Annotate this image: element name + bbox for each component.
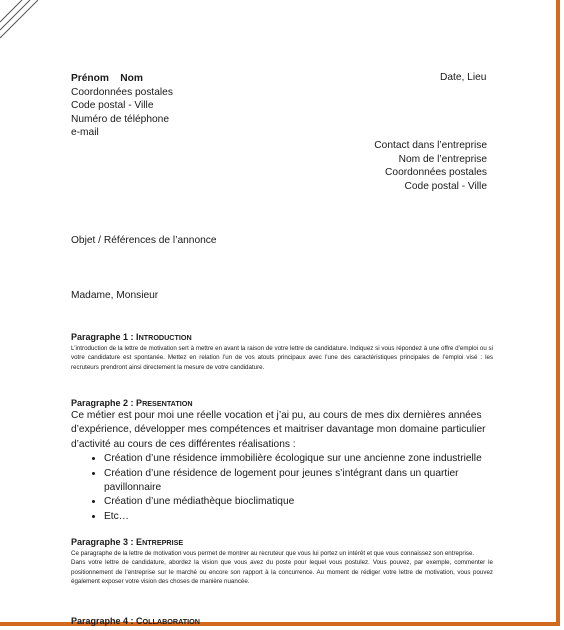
recipient-contact: Contact dans l’entreprise [374,140,487,151]
sender-last-name: Nom [120,73,143,84]
salutation: Madame, Monsieur [71,290,159,301]
sender-address: Coordonnées postales [71,86,173,98]
paragraph-2-label: Paragraphe 2 : [71,398,134,408]
corner-decoration-icon [0,0,60,60]
paragraph-3-heading: NTREPRISE [142,538,184,547]
paragraph-2-intro: Ce métier est pour moi une réelle vocation et j’ai pu, au cours de mes dix dernières années d’expérience, développer mes compétences et maitriser davantage mon domaine particulier d’activité au cours de ces différentes réalisations : [71,410,486,450]
list-item: • Création d’une résidence de logement pour jeunes s’intégrant dans un quartier pavillonnaire [104,467,494,496]
paragraph-3-title [71,537,183,547]
paragraph-3-label: Paragraphe 3 : [71,537,134,547]
paragraph-2-heading: RESENTATION [142,399,193,408]
sender-first-name: Prénom [71,73,109,84]
paragraph-4-label: Paragraphe 4 : [71,616,134,626]
paragraph-2-body [71,409,511,524]
sender-name [71,72,173,86]
paragraph-4-heading: OLLABORATION [142,617,200,626]
paragraph-3-text-1: Ce paragraphe de la lettre de motivation vous permet de montrer au recruteur que vous lui portez un intérêt et que vous connaissez son entreprise. [71,550,475,557]
paragraph-3-initial: E [136,537,143,547]
date-place: Date, Lieu [440,72,487,83]
recipient-postal: Code postal - Ville [404,180,487,192]
paragraph-1-title [71,332,192,342]
paragraph-4-initial: C [136,616,143,626]
paragraph-1-body [71,344,493,372]
paragraph-3-body [71,549,493,587]
paragraph-2-title [71,398,193,408]
recipient-company: Nom de l’entreprise [398,153,487,165]
recipient-block [374,139,487,193]
list-item: • Création d’une résidence immobilière écologique sur une ancienne zone industrielle [104,452,494,466]
sender-block [71,72,173,140]
recipient-address: Coordonnées postales [385,167,487,179]
sender-postal: Code postal - Ville [71,100,154,112]
sender-phone: Numéro de téléphone [71,113,169,125]
paragraph-1-label: Paragraphe 1 : [71,332,134,342]
paragraph-4-title [71,616,200,626]
realisations-list [71,452,494,524]
sender-email: e-mail [71,127,99,139]
paragraph-3-text-2: Dans votre lettre de candidature, abordez la vision que vous avez du poste pour lequel vous postulez. Vous pouvez, par exemple, commenter le positionnement de l’entreprise sur le marché ou encore son rapport à la concurrence. Au moment de rédiger votre lettre de motivation, vous pouvez également exposer votre vision des choses de manière nuancée. [71,559,493,586]
subject-line: Objet / Références de l’annonce [71,235,217,246]
paragraph-2-initial: P [136,398,143,408]
list-item: • Etc… [104,510,494,524]
paragraph-1-text: L’introduction de la lettre de motivation sert à mettre en avant la raison de votre lettre de candidature. Indiquez si vous répondez à une offre d’emploi ou si votre candidature est spontanée. Mettez en relation l’un de vos atouts principaux avec l’une des caractéristiques principales de l’emploi visé : les recruteurs prendront ainsi directement la mesure de votre candidature. [71,345,493,371]
paragraph-1-initial: I [136,332,139,342]
list-item: • Création d’une médiathèque bioclimatique [104,495,494,509]
paragraph-1-heading: NTRODUCTION [138,333,192,342]
